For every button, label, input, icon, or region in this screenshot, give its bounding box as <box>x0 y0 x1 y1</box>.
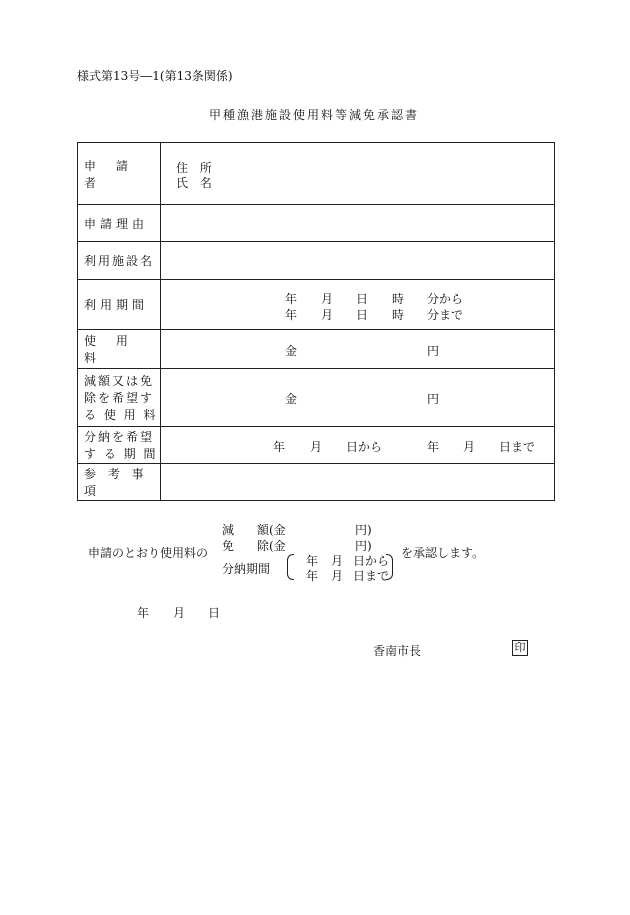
applicant-label: 申 請 者 <box>78 143 161 205</box>
reduction-label-line2: 除を希望す <box>84 391 155 405</box>
period-from-month: 月 <box>321 292 334 306</box>
installment-label-line2: す る 期 間 <box>84 447 158 461</box>
installment-from-day: 日から <box>346 440 383 454</box>
approval-to-month: 月 <box>331 569 344 583</box>
approval-installment-label: 分納期間 <box>222 562 271 576</box>
row-reduction <box>78 369 555 427</box>
approval-from-day: 日から <box>353 554 390 568</box>
approval-exemption-label: 免 <box>222 539 235 553</box>
remarks-cell[interactable] <box>161 464 555 501</box>
reason-cell[interactable] <box>161 205 555 242</box>
installment-cell[interactable] <box>161 427 555 464</box>
date-day: 日 <box>208 606 221 620</box>
installment-from-year: 年 <box>273 440 286 454</box>
approval-reduction-label-2: 額(金 <box>257 523 286 537</box>
approval-from-month: 月 <box>331 554 344 568</box>
period-from-minute: 分から <box>427 292 464 306</box>
form-number: 様式第13号―1(第13条関係) <box>77 69 233 83</box>
row-reason <box>78 205 555 242</box>
approval-exemption-label-2: 除(金 <box>257 539 286 553</box>
approval-to-day: 日まで <box>353 569 390 583</box>
row-remarks <box>78 464 555 501</box>
approval-from-year: 年 <box>306 554 319 568</box>
reason-label: 申請理由 <box>78 205 161 242</box>
period-from-year: 年 <box>285 292 298 306</box>
reduction-cell[interactable] <box>161 369 555 427</box>
approval-to-year: 年 <box>306 569 319 583</box>
installment-label <box>78 427 161 464</box>
name-label: 氏 名 <box>176 176 216 190</box>
reduction-suffix: 円 <box>427 392 440 406</box>
row-applicant <box>78 143 555 205</box>
period-label: 利用期間 <box>78 280 161 330</box>
installment-to-day: 日まで <box>499 440 536 454</box>
period-to-hour: 時 <box>392 308 405 322</box>
fee-suffix: 円 <box>427 344 440 358</box>
period-to-year: 年 <box>285 308 298 322</box>
fee-prefix: 金 <box>285 344 298 358</box>
installment-to-month: 月 <box>463 440 476 454</box>
fee-label: 使 用 料 <box>78 330 161 369</box>
reduction-label-line3: る 使 用 料 <box>84 408 158 422</box>
row-installment <box>78 427 555 464</box>
reduction-label-line1: 減額又は免 <box>84 374 155 388</box>
period-cell[interactable] <box>161 280 555 330</box>
reduction-prefix: 金 <box>285 392 298 406</box>
period-to-minute: 分まで <box>427 308 464 322</box>
seal-mark: 印 <box>512 640 528 656</box>
remarks-label: 参 考 事 項 <box>78 464 161 501</box>
row-fee <box>78 330 555 369</box>
left-bracket <box>287 554 294 580</box>
date-month: 月 <box>173 606 186 620</box>
approval-tail-text: を承認します。 <box>401 546 485 560</box>
reduction-label <box>78 369 161 427</box>
installment-label-line1: 分納を希望 <box>84 430 155 444</box>
period-to-day: 日 <box>356 308 369 322</box>
right-bracket <box>386 554 393 580</box>
facility-label: 利用施設名 <box>78 242 161 280</box>
period-from-hour: 時 <box>392 292 405 306</box>
facility-cell[interactable] <box>161 242 555 280</box>
applicant-cell[interactable] <box>161 143 555 205</box>
approval-lead-text: 申請のとおり使用料の <box>88 546 209 560</box>
application-table <box>77 142 555 501</box>
approval-reduction-yen: 円) <box>355 523 372 537</box>
approval-reduction-label: 減 <box>222 523 235 537</box>
signer-title: 香南市長 <box>373 644 422 658</box>
date-year: 年 <box>137 606 150 620</box>
row-period <box>78 280 555 330</box>
period-to-month: 月 <box>321 308 334 322</box>
installment-to-year: 年 <box>427 440 440 454</box>
row-facility <box>78 242 555 280</box>
period-from-day: 日 <box>356 292 369 306</box>
page-title: 甲種漁港施設使用料等減免承認書 <box>209 108 420 122</box>
approval-exemption-yen: 円) <box>355 539 372 553</box>
address-label: 住 所 <box>176 161 216 175</box>
fee-cell[interactable] <box>161 330 555 369</box>
installment-from-month: 月 <box>310 440 323 454</box>
